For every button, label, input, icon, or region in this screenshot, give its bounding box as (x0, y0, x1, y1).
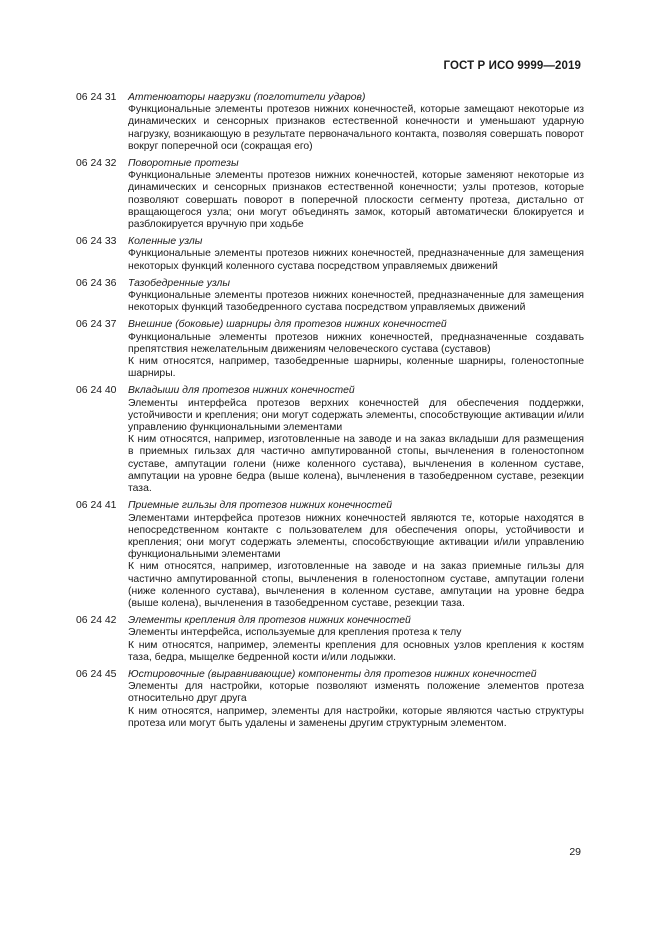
entry-title: Поворотные протезы (128, 158, 239, 170)
entry-body (128, 319, 584, 380)
entry-paragraph: Элементы интерфейса, используемые для крепления протеза к телу (128, 627, 462, 639)
entry-code: 06 24 45 (76, 668, 117, 680)
entry-code: 06 24 40 (76, 385, 117, 397)
entry-code: 06 24 41 (76, 500, 117, 512)
entry-paragraph: Элементы интерфейса протезов верхних конечностей для обеспечения поддержки, устойчивости и крепления; они могут содержать элементы, способствующие активации и/или управлению функциональными элементами (128, 397, 584, 434)
entry-code: 06 24 37 (76, 319, 117, 331)
entry-body (128, 92, 584, 153)
entry-paragraph: К ним относятся, например, тазобедренные шарниры, коленные шарниры, голеностопные шарниры. (128, 356, 584, 380)
page-number: 29 (569, 846, 581, 858)
entry-body (128, 158, 584, 231)
entry-paragraph: К ним относятся, например, элементы для настройки, которые являются частью структуры протеза или могут быть удалены и заменены другим структурным элементом. (128, 705, 584, 729)
entry-body (128, 385, 584, 495)
entry-title: Внешние (боковые) шарниры для протезов нижних конечностей (128, 319, 447, 331)
classification-entries (76, 92, 584, 735)
entry-body (128, 615, 584, 664)
classification-entry (76, 319, 584, 380)
entry-code: 06 24 31 (76, 92, 117, 103)
entry-paragraph: Функциональные элементы протезов нижних конечностей, которые замещают некоторые из динамических и сенсорных признаков естественной конечности и уменьшают ударную нагрузку, возникающую в результате первоначального контакта, позволяя совершать поворот вокруг поперечной оси (сокращая его) (128, 104, 584, 152)
document-designation: ГОСТ Р ИСО 9999—2019 (443, 60, 581, 72)
classification-entry (76, 385, 584, 495)
entry-paragraph: Элементами интерфейса протезов нижних конечностей являются те, которые находятся в непосредственном контакте с пользователем для обеспечения опоры, устойчивости и крепления; они могут содержать элементы, способствующие активации и/или управлению функциональными элементами (128, 512, 584, 561)
entry-paragraph: Функциональные элементы протезов нижних конечностей, предназначенные для замещения некоторых функций коленного сустава посредством управляемых движений (128, 248, 584, 272)
entry-title: Аттенюаторы нагрузки (поглотители ударов) (128, 92, 366, 103)
entry-paragraph: Функциональные элементы протезов нижних конечностей, предназначенные создавать препятствия нежелательным движениям человеческого сустава (суставов) (128, 331, 584, 355)
entry-paragraph: Элементы для настройки, которые позволяют изменять положение элементов протеза относительно друг друга (128, 681, 584, 705)
entry-code: 06 24 42 (76, 615, 117, 627)
entry-title: Элементы крепления для протезов нижних конечностей (128, 615, 411, 627)
classification-entry (76, 500, 584, 610)
entry-title: Юстировочные (выравнивающие) компоненты для протезов нижних конечностей (128, 668, 537, 680)
entry-paragraph: К ним относятся, например, изготовленные на заводе и на заказ вкладыши для размещения в приемных гильзах для частично ампутированной стопы, вычленения в голеностопном суставе, ампутации голени (ниже коленного сустава), вычленения в коленном суставе, ампутации на уровне бедра (выше колена), вычленения в тазобедренном суставе, резекции таза. (128, 434, 584, 495)
entry-code: 06 24 32 (76, 158, 117, 170)
classification-entry (76, 669, 584, 730)
entry-paragraph: К ним относятся, например, изготовленные на заводе и на заказ приемные гильзы для частично ампутированной стопы, вычленения в голеностопном суставе, ампутации голени (ниже коленного сустава), вычленения в коленном суставе, ампутации на уровне бедра (выше колена), вычленения в тазобедренном суставе, резекции таза. (128, 561, 584, 609)
classification-entry (76, 615, 584, 664)
entry-title: Приемные гильзы для протезов нижних конечностей (128, 500, 393, 512)
entry-body (128, 278, 584, 315)
entry-paragraph: Функциональные элементы протезов нижних конечностей, которые заменяют некоторые из динамических и сенсорных признаков естественной конечности; узлы протезов, которые позволяют совершать поворот в поперечной плоскости сегменту протеза, дистально от вращающегося узла; они могут объединять замок, который автоматически блокируется и разблокируется вручную при ходьбе (128, 170, 584, 231)
classification-entry (76, 236, 584, 273)
entry-body (128, 236, 584, 273)
entry-code: 06 24 33 (76, 236, 117, 248)
classification-entry (76, 158, 584, 231)
entry-body (128, 500, 584, 610)
entry-title: Вкладыши для протезов нижних конечностей (128, 385, 355, 397)
entry-code: 06 24 36 (76, 277, 117, 289)
entry-body (128, 669, 584, 730)
entry-paragraph: К ним относятся, например, элементы крепления для основных узлов крепления к костям таза, бедра, мыщелке бедренной кости и/или лодыжки. (128, 639, 584, 663)
entry-paragraph: Функциональные элементы протезов нижних конечностей, предназначенные для замещения некоторых функций тазобедренного сустава посредством управляемых движений (128, 290, 584, 314)
classification-entry (76, 278, 584, 315)
entry-title: Тазобедренные узлы (128, 277, 231, 289)
entry-title: Коленные узлы (128, 236, 203, 248)
classification-entry (76, 92, 584, 153)
